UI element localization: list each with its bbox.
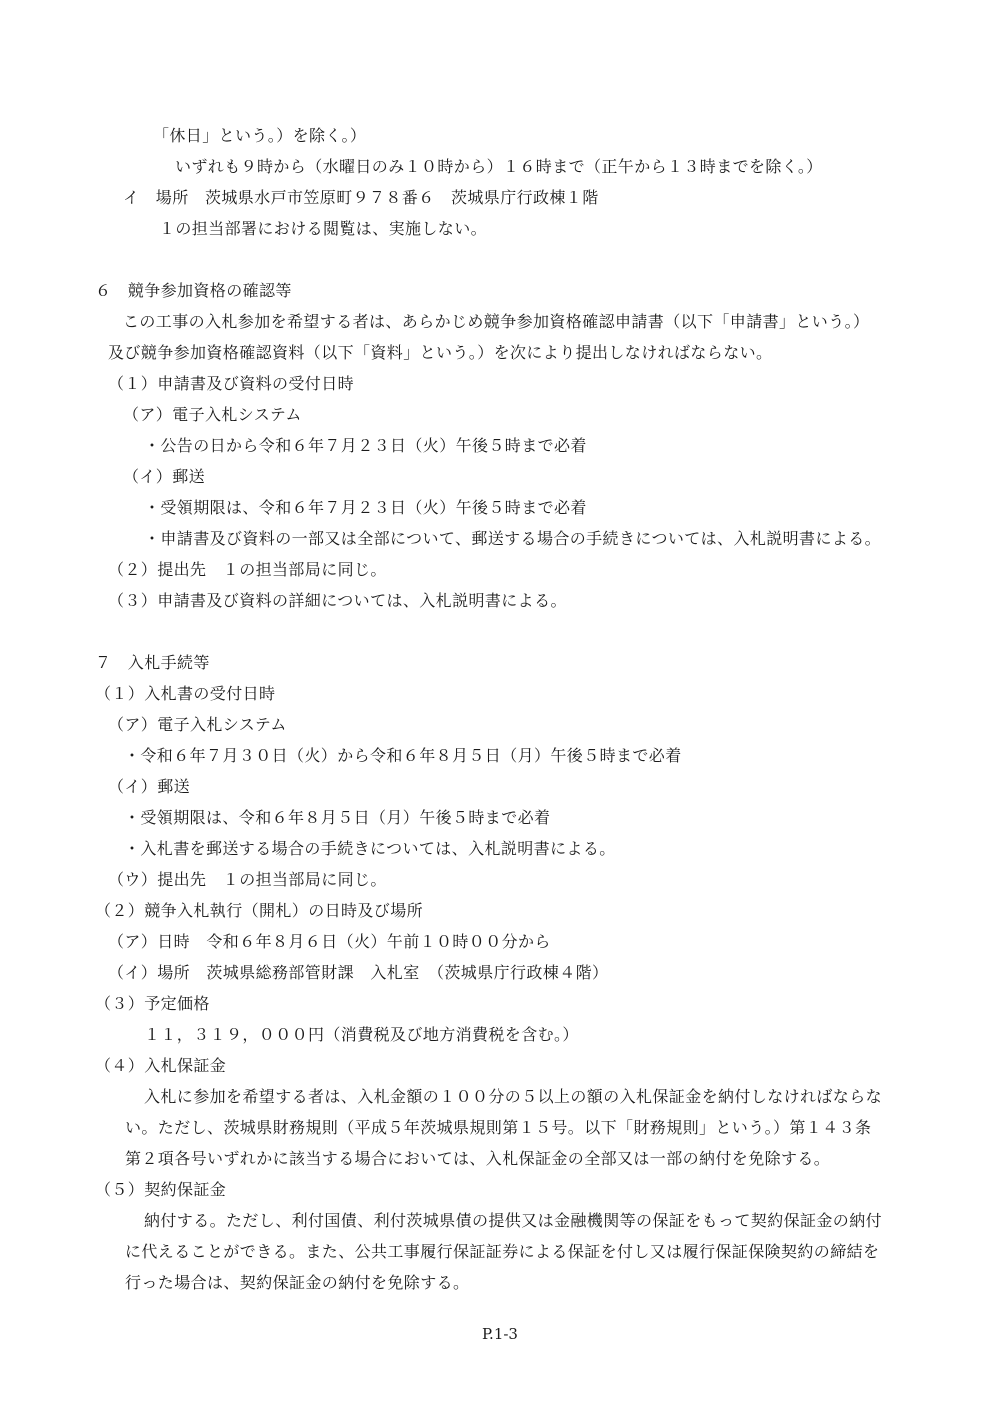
text-line: ・受領期限は、令和６年８月５日（月）午後５時まで必着 bbox=[124, 808, 551, 827]
text-line: （３）申請書及び資料の詳細については、入札説明書による。 bbox=[108, 591, 567, 610]
text-line: 「休日」という。）を除く。） bbox=[153, 126, 367, 145]
text-line: （イ）場所 茨城県総務部管財課 入札室 （茨城県庁行政棟４階） bbox=[108, 963, 609, 982]
text-line: （２）競争入札執行（開札）の日時及び場所 bbox=[95, 901, 424, 920]
text-line: 行った場合は、契約保証金の納付を免除する。 bbox=[125, 1273, 470, 1292]
text-line: いずれも９時から（水曜日のみ１０時から）１６時まで（正午から１３時までを除く。） bbox=[175, 157, 823, 176]
text-line: （３）予定価格 bbox=[95, 994, 210, 1013]
text-line: （ウ）提出先 １の担当部局に同じ。 bbox=[108, 870, 387, 889]
text-line: ・入札書を郵送する場合の手続きについては、入札説明書による。 bbox=[124, 839, 616, 858]
text-line: 及び競争参加資格確認資料（以下「資料」という。）を次により提出しなければならない。 bbox=[108, 343, 773, 362]
text-line: ・公告の日から令和６年７月２３日（火）午後５時まで必着 bbox=[144, 436, 587, 455]
text-line: 納付する。ただし、利付国債、利付茨城県債の提供又は金融機関等の保証をもって契約保証金の納付 bbox=[144, 1211, 883, 1230]
text-line: （４）入札保証金 bbox=[95, 1056, 227, 1075]
section-heading: ６ 競争参加資格の確認等 bbox=[95, 281, 292, 300]
text-line: （ア）電子入札システム bbox=[108, 715, 287, 734]
text-line: ・令和６年７月３０日（火）から令和６年８月５日（月）午後５時まで必着 bbox=[124, 746, 682, 765]
text-line: ・申請書及び資料の一部又は全部について、郵送する場合の手続きについては、入札説明書による。 bbox=[144, 529, 882, 548]
text-line: 第２項各号いずれかに該当する場合においては、入札保証金の全部又は一部の納付を免除する。 bbox=[125, 1149, 831, 1168]
text-line: （ア）電子入札システム bbox=[123, 405, 302, 424]
section-heading: ７ 入札手続等 bbox=[95, 653, 210, 672]
text-line: （１）入札書の受付日時 bbox=[95, 684, 276, 703]
text-line: （イ）郵送 bbox=[123, 467, 206, 486]
text-line: （２）提出先 １の担当部局に同じ。 bbox=[108, 560, 387, 579]
text-line: この工事の入札参加を希望する者は、あらかじめ競争参加資格確認申請書（以下「申請書」という。） bbox=[123, 312, 870, 331]
text-line: １１，３１９，０００円（消費税及び地方消費税を含む。） bbox=[144, 1025, 579, 1044]
text-line: （ア）日時 令和６年８月６日（火）午前１０時００分から bbox=[108, 932, 551, 951]
text-line: （５）契約保証金 bbox=[95, 1180, 227, 1199]
text-line: （１）申請書及び資料の受付日時 bbox=[108, 374, 355, 393]
text-line: イ 場所 茨城県水戸市笠原町９７８番６ 茨城県庁行政棟１階 bbox=[123, 188, 599, 207]
text-line: １の担当部署における閲覧は、実施しない。 bbox=[159, 219, 488, 238]
text-line: い。ただし、茨城県財務規則（平成５年茨城県規則第１５号。以下「財務規則」という。）第１４３条 bbox=[125, 1118, 872, 1137]
text-line: に代えることができる。また、公共工事履行保証証券による保証を付し又は履行保証保険契約の締結を bbox=[125, 1242, 880, 1261]
text-line: ・受領期限は、令和６年７月２３日（火）午後５時まで必着 bbox=[144, 498, 587, 517]
text-line: 入札に参加を希望する者は、入札金額の１００分の５以上の額の入札保証金を納付しなければならな bbox=[144, 1087, 883, 1106]
text-line: （イ）郵送 bbox=[108, 777, 191, 796]
page-number: P.1-3 bbox=[482, 1325, 518, 1343]
